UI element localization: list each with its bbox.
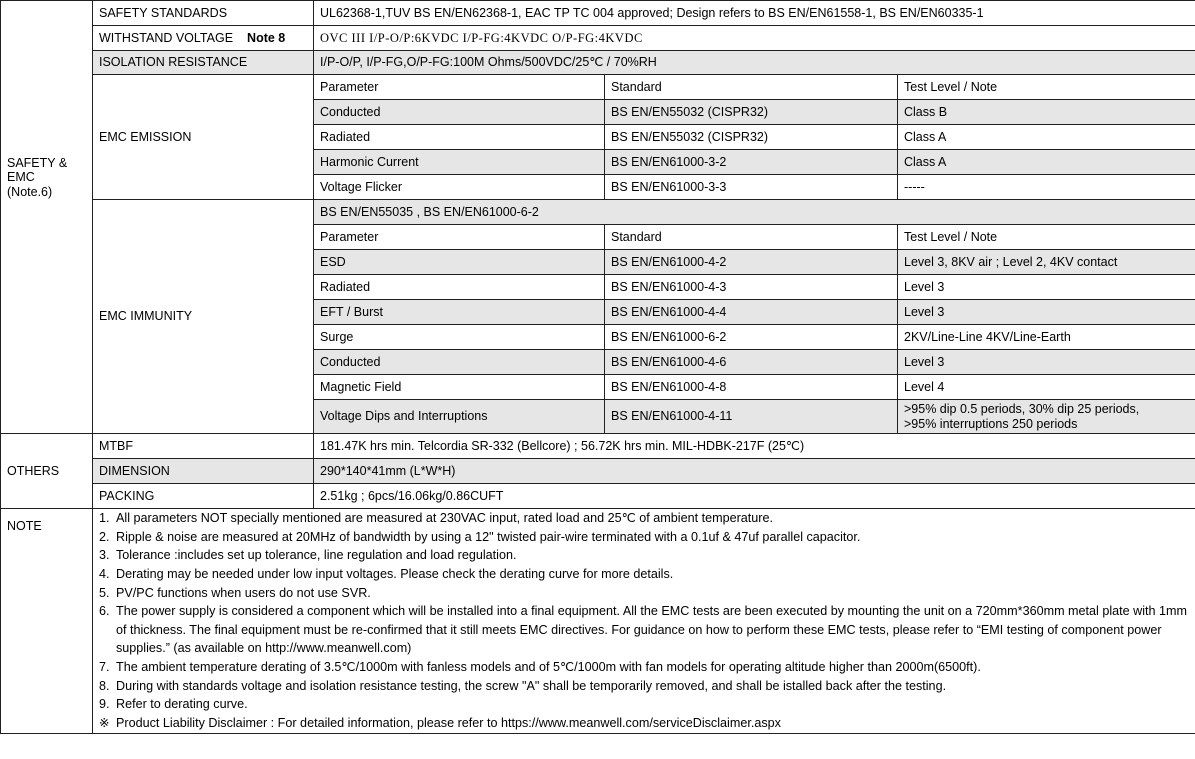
emission-standard: BS EN/EN55032 (CISPR32) <box>605 100 898 125</box>
immunity-standard: BS EN/EN61000-4-8 <box>605 375 898 400</box>
immunity-parameter: Voltage Dips and Interruptions <box>314 400 605 434</box>
row-label-safety-standards: SAFETY STANDARDS <box>93 1 314 26</box>
row-value-packing: 2.51kg ; 6pcs/16.06kg/0.86CUFT <box>314 484 1195 509</box>
row-value-isolation-resistance: I/P-O/P, I/P-FG,O/P-FG:100M Ohms/500VDC/25℃ / 70%RH <box>314 51 1195 75</box>
immunity-test-level: Level 3, 8KV air ; Level 2, 4KV contact <box>898 250 1195 275</box>
withstand-voltage-text: WITHSTAND VOLTAGE <box>99 30 234 45</box>
immunity-standards-line: BS EN/EN55035 , BS EN/EN61000-6-2 <box>314 200 1195 225</box>
note-item <box>99 565 1189 584</box>
table-row <box>1 434 1195 459</box>
note-text: During with standards voltage and isolation resistance testing, the screw "A" shall be temporarily removed, and shall be istalled back after the testing. <box>116 678 947 693</box>
note-text: Ripple & noise are measured at 20MHz of bandwidth by using a 12" twisted pair-wire terminated with a 0.1uf & 47uf parallel capacitor. <box>116 529 861 544</box>
notes-list <box>99 509 1189 733</box>
note-item <box>99 602 1189 658</box>
table-row <box>1 509 1195 734</box>
emission-parameter: Voltage Flicker <box>314 175 605 200</box>
table-row <box>1 200 1195 225</box>
note-number: 6. <box>99 604 110 619</box>
table-row <box>1 26 1195 51</box>
immunity-parameter: Conducted <box>314 350 605 375</box>
notes-container <box>93 509 1195 734</box>
note-item <box>99 584 1189 603</box>
table-row <box>1 75 1195 100</box>
note-number: 3. <box>99 548 110 563</box>
immunity-test-level: Level 4 <box>898 375 1195 400</box>
note-number: 8. <box>99 678 110 693</box>
note-text: Refer to derating curve. <box>116 697 248 712</box>
table-row <box>1 459 1195 484</box>
note-item <box>99 546 1189 565</box>
column-header-standard-emission: Standard <box>605 75 898 100</box>
section-label-line-3: (Note.6) <box>7 184 53 199</box>
note-number: 2. <box>99 529 110 544</box>
group-label-emc-immunity: EMC IMMUNITY <box>93 200 314 434</box>
column-header-standard-immunity: Standard <box>605 225 898 250</box>
immunity-standard: BS EN/EN61000-4-2 <box>605 250 898 275</box>
note-text: The ambient temperature derating of 3.5℃/1000m with fanless models and of 5℃/1000m with fan models for operating altitude higher than 2000m(6500ft). <box>116 660 981 674</box>
table-row <box>1 51 1195 75</box>
section-label-safety-emc <box>1 1 93 434</box>
section-label-others: OTHERS <box>1 434 93 509</box>
immunity-standard: BS EN/EN61000-4-6 <box>605 350 898 375</box>
emission-standard: BS EN/EN61000-3-3 <box>605 175 898 200</box>
row-label-packing: PACKING <box>93 484 314 509</box>
emission-test-level: Class B <box>898 100 1195 125</box>
note-item <box>99 677 1189 696</box>
immunity-parameter: Surge <box>314 325 605 350</box>
note-text: All parameters NOT specially mentioned are measured at 230VAC input, rated load and 25℃ of ambient temperature. <box>116 511 774 525</box>
emission-test-level: Class A <box>898 150 1195 175</box>
emission-standard: BS EN/EN61000-3-2 <box>605 150 898 175</box>
note-item <box>99 509 1189 528</box>
table-row <box>1 484 1195 509</box>
column-header-test-level-emission: Test Level / Note <box>898 75 1195 100</box>
note-number: 4. <box>99 566 110 581</box>
row-label-withstand-voltage <box>93 26 314 51</box>
immunity-test-level-line-1: >95% dip 0.5 periods, 30% dip 25 periods, <box>904 402 1140 417</box>
immunity-test-level: Level 3 <box>898 300 1195 325</box>
column-header-parameter-immunity: Parameter <box>314 225 605 250</box>
note-number: 9. <box>99 697 110 712</box>
note-text: Derating may be needed under low input voltages. Please check the derating curve for more details. <box>116 566 674 581</box>
row-value-withstand-voltage: OVC III I/P-O/P:6KVDC I/P-FG:4KVDC O/P-FG:4KVDC <box>314 26 1195 51</box>
note-text: The power supply is considered a component which will be installed into a final equipment. All the EMC tests are been executed by mounting the unit on a 720mm*360mm metal plate with 1mm of thickness. The final equipment must be re-confirmed that it still meets EMC directives. For guidance on how to perform these EMC tests, please refer to “EMI testing of component power supplies.” (as available on http://www.meanwell.com) <box>116 604 1188 656</box>
emission-parameter: Conducted <box>314 100 605 125</box>
emission-test-level: Class A <box>898 125 1195 150</box>
section-label-line-2: EMC <box>7 170 35 185</box>
emission-standard: BS EN/EN55032 (CISPR32) <box>605 125 898 150</box>
row-label-dimension: DIMENSION <box>93 459 314 484</box>
note-text: Product Liability Disclaimer : For detailed information, please refer to https://www.meanwell.com/serviceDisclaimer.aspx <box>116 715 781 730</box>
group-label-emc-emission: EMC EMISSION <box>93 75 314 200</box>
row-value-dimension: 290*140*41mm (L*W*H) <box>314 459 1195 484</box>
disclaimer-marker: ※ <box>99 715 110 730</box>
immunity-standard: BS EN/EN61000-4-4 <box>605 300 898 325</box>
immunity-standard: BS EN/EN61000-4-3 <box>605 275 898 300</box>
immunity-test-level <box>898 400 1195 434</box>
note-item <box>99 528 1189 547</box>
note-item <box>99 695 1189 714</box>
row-label-mtbf: MTBF <box>93 434 314 459</box>
note-text: PV/PC functions when users do not use SVR. <box>116 585 371 600</box>
row-value-safety-standards: UL62368-1,TUV BS EN/EN62368-1, EAC TP TC 004 approved; Design refers to BS EN/EN61558-1, BS EN/EN60335-1 <box>314 1 1195 26</box>
withstand-voltage-note-ref: Note 8 <box>247 30 286 45</box>
table-row <box>1 1 1195 26</box>
immunity-test-level-line-2: >95% interruptions 250 periods <box>904 416 1078 431</box>
note-number: 1. <box>99 511 110 525</box>
immunity-parameter: EFT / Burst <box>314 300 605 325</box>
note-item-disclaimer <box>99 714 1189 733</box>
note-number: 5. <box>99 585 110 600</box>
immunity-standard: BS EN/EN61000-6-2 <box>605 325 898 350</box>
emission-test-level: ----- <box>898 175 1195 200</box>
immunity-test-level: Level 3 <box>898 275 1195 300</box>
row-label-isolation-resistance: ISOLATION RESISTANCE <box>93 51 314 75</box>
immunity-parameter: ESD <box>314 250 605 275</box>
note-number: 7. <box>99 660 110 674</box>
note-text: Tolerance :includes set up tolerance, line regulation and load regulation. <box>116 548 517 563</box>
immunity-parameter: Magnetic Field <box>314 375 605 400</box>
immunity-standard: BS EN/EN61000-4-11 <box>605 400 898 434</box>
column-header-test-level-immunity: Test Level / Note <box>898 225 1195 250</box>
immunity-test-level: Level 3 <box>898 350 1195 375</box>
section-label-note: NOTE <box>1 509 93 734</box>
emission-parameter: Radiated <box>314 125 605 150</box>
emission-parameter: Harmonic Current <box>314 150 605 175</box>
immunity-test-level: 2KV/Line-Line 4KV/Line-Earth <box>898 325 1195 350</box>
immunity-parameter: Radiated <box>314 275 605 300</box>
note-item <box>99 658 1189 677</box>
section-label-line-1: SAFETY & <box>7 156 68 170</box>
column-header-parameter-emission: Parameter <box>314 75 605 100</box>
row-value-mtbf: 181.47K hrs min. Telcordia SR-332 (Bellcore) ; 56.72K hrs min. MIL-HDBK-217F (25℃) <box>314 434 1195 459</box>
